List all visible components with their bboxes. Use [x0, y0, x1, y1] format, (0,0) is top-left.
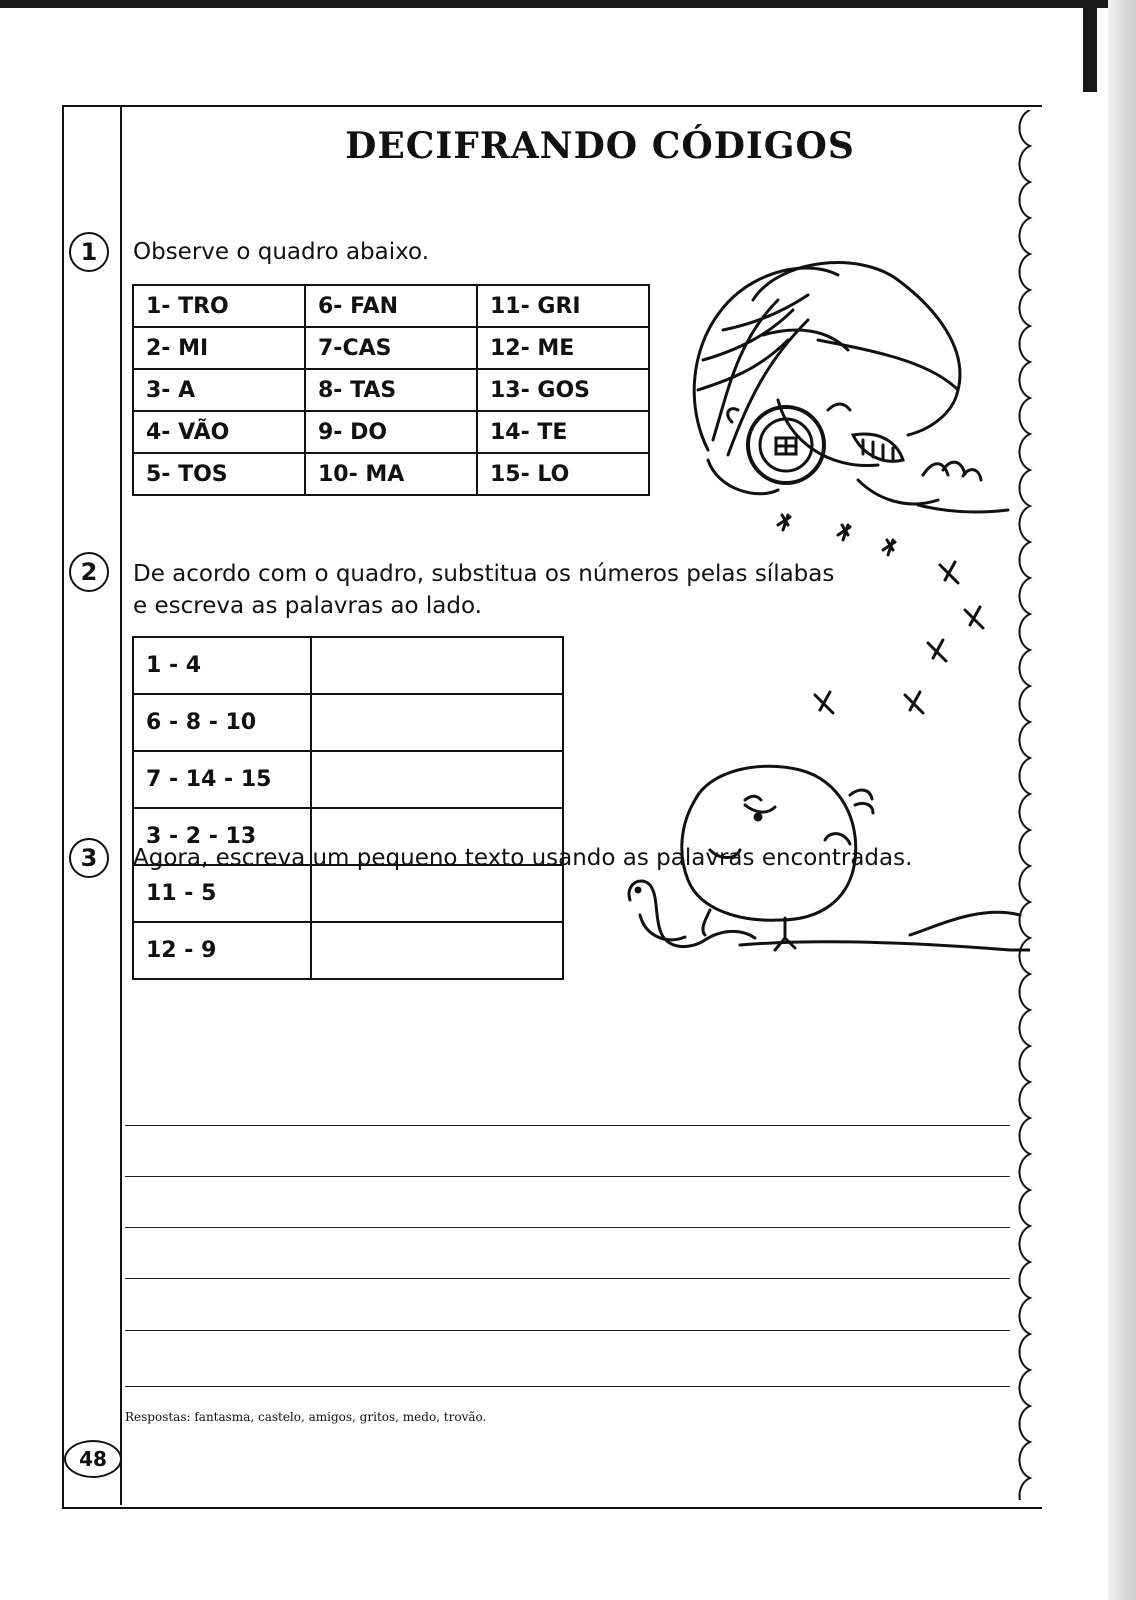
writing-line[interactable] — [125, 1176, 1010, 1177]
table-row — [133, 694, 563, 751]
code-cell: 9- DO — [305, 411, 477, 453]
scan-corner-shadow — [1083, 0, 1097, 92]
answer-blank[interactable] — [311, 922, 563, 979]
question-1-number: 1 — [69, 232, 109, 272]
code-cell: 2- MI — [133, 327, 305, 369]
answer-code: 1 - 4 — [133, 637, 311, 694]
question-2-text-line1: De acordo com o quadro, substitua os números pelas sílabas — [133, 561, 835, 587]
code-cell: 11- GRI — [477, 285, 649, 327]
table-row — [133, 411, 649, 453]
writing-line[interactable] — [125, 1227, 1010, 1228]
answer-code: 7 - 14 - 15 — [133, 751, 311, 808]
table-row — [133, 453, 649, 495]
code-cell: 5- TOS — [133, 453, 305, 495]
code-cell: 4- VÃO — [133, 411, 305, 453]
answer-table — [132, 636, 564, 980]
answer-blank[interactable] — [311, 637, 563, 694]
question-3-text: Agora, escreva um pequeno texto usando as palavras encontradas. — [133, 845, 913, 871]
answer-code: 12 - 9 — [133, 922, 311, 979]
code-cell: 15- LO — [477, 453, 649, 495]
code-cell: 3- A — [133, 369, 305, 411]
table-row — [133, 637, 563, 694]
detective-boy-icon — [668, 240, 1038, 560]
code-cell: 10- MA — [305, 453, 477, 495]
answer-footnote: Respostas: fantasma, castelo, amigos, gritos, medo, trovão. — [125, 1410, 487, 1424]
writing-line[interactable] — [125, 1386, 1010, 1387]
margin-line — [120, 105, 122, 1505]
syllable-code-table — [132, 284, 650, 496]
code-cell: 13- GOS — [477, 369, 649, 411]
answer-blank[interactable] — [311, 694, 563, 751]
answer-code: 11 - 5 — [133, 865, 311, 922]
question-3-number: 3 — [69, 838, 109, 878]
question-1-text: Observe o quadro abaixo. — [133, 239, 430, 265]
table-row — [133, 751, 563, 808]
question-2-number: 2 — [69, 552, 109, 592]
code-cell: 8- TAS — [305, 369, 477, 411]
code-cell: 14- TE — [477, 411, 649, 453]
table-row — [133, 327, 649, 369]
table-row — [133, 922, 563, 979]
code-cell: 12- ME — [477, 327, 649, 369]
writing-line[interactable] — [125, 1330, 1010, 1331]
scan-right-edge — [1108, 0, 1136, 1600]
answer-blank[interactable] — [311, 751, 563, 808]
answer-code: 3 - 2 - 13 — [133, 808, 311, 865]
writing-line[interactable] — [125, 1125, 1010, 1126]
table-row — [133, 285, 649, 327]
page-number: 48 — [64, 1440, 122, 1478]
question-2-text-line2: e escreva as palavras ao lado. — [133, 593, 482, 619]
code-cell: 1- TRO — [133, 285, 305, 327]
scan-top-edge — [0, 0, 1136, 8]
answer-code: 6 - 8 - 10 — [133, 694, 311, 751]
page-title: DECIFRANDO CÓDIGOS — [345, 125, 855, 167]
table-row — [133, 369, 649, 411]
code-cell: 7-CAS — [305, 327, 477, 369]
code-cell: 6- FAN — [305, 285, 477, 327]
writing-line[interactable] — [125, 1278, 1010, 1279]
